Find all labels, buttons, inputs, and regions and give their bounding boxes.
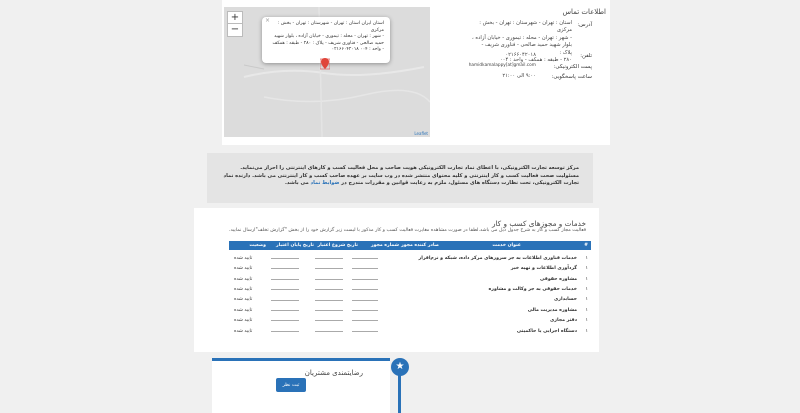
hours-value: ۹:۰۰ الی ۲۱:۰۰ — [502, 73, 536, 79]
header-end-date: تاریخ پایان اعتبار — [276, 242, 314, 248]
row-start-dash — [315, 279, 343, 280]
table-header — [229, 241, 591, 250]
row-number: ۱ — [585, 297, 588, 303]
row-status: تایید شده — [234, 266, 253, 272]
star-icon: ★ — [391, 358, 409, 376]
row-end-dash — [271, 320, 299, 321]
row-end-dash — [271, 331, 299, 332]
table-row — [229, 315, 591, 325]
address-line: - شهر : تهران - محله : تیموری - خیابان آزاده ، — [472, 34, 572, 41]
row-end-dash — [271, 268, 299, 269]
header-num: # — [584, 242, 588, 248]
map[interactable] — [224, 7, 430, 137]
row-license-dash — [352, 300, 378, 301]
row-status: تایید شده — [234, 307, 253, 313]
address-line: بلوار شهید حمید صالحی - فناوری شریف - پلاک : — [481, 42, 572, 56]
table-row — [229, 263, 591, 273]
phone-label: تلفن: — [580, 53, 592, 59]
zoom-in-button[interactable]: + — [227, 11, 243, 25]
popup-line: - واحد : ۰۰۴ ۰۲۱۶۶۰۴۲۰۱۸ — [331, 47, 384, 53]
row-license-dash — [352, 258, 378, 259]
notice-link[interactable]: ضوابط نماد — [310, 180, 340, 187]
row-end-dash — [271, 258, 299, 259]
row-end-dash — [271, 300, 299, 301]
notice-box — [207, 153, 593, 203]
row-status: تایید شده — [234, 286, 253, 292]
row-number: ۱ — [585, 318, 588, 324]
table-row — [229, 326, 591, 336]
row-number: ۱ — [585, 307, 588, 313]
row-start-dash — [315, 258, 343, 259]
zoom-out-button[interactable]: − — [227, 23, 243, 37]
row-status: تایید شده — [234, 276, 253, 282]
row-license-dash — [352, 289, 378, 290]
row-license-dash — [352, 331, 378, 332]
row-license-dash — [352, 310, 378, 311]
table-row — [229, 305, 591, 315]
row-status: تایید شده — [234, 318, 253, 324]
table-row — [229, 295, 591, 305]
popup-close-icon[interactable]: × — [265, 17, 271, 24]
row-title: خدمات حقوقی به جز وکالت و مشاوره — [488, 286, 577, 292]
row-number: ۱ — [585, 255, 588, 261]
row-number: ۱ — [585, 266, 588, 272]
header-title: عنوان خدمت — [492, 242, 521, 248]
popup-line: استان ایران استان : تهران - شهرستان : تهران - بخش : مرکزی — [277, 21, 384, 33]
table-row — [229, 253, 591, 263]
row-end-dash — [271, 310, 299, 311]
contact-title: اطلاعات تماس — [562, 8, 606, 16]
table-row — [229, 274, 591, 284]
services-description: فعالیت مجاز کسب و کار به شرح جدول ذیل می باشد.لطفا در صورت مشاهده مغایرت فعالیت کسب و کار مذکور با لیست زیر گزارش خود را از بخش "گزارش تخلف"ارسال نمایید. — [228, 228, 586, 233]
row-license-dash — [352, 320, 378, 321]
popup-line: - شهر : تهران - محله : تیموری - خیابان آزاده ، بلوار شهید — [274, 34, 384, 40]
submit-review-button[interactable]: ثبت نظر — [276, 378, 306, 392]
header-start-date: تاریخ شروع اعتبار — [317, 242, 358, 248]
row-status: تایید شده — [234, 297, 253, 303]
address-line: استان : تهران - شهرستان : تهران - بخش : مرکزی — [479, 20, 572, 34]
row-start-dash — [315, 268, 343, 269]
phone-value: ۰۲۱۶۶۰۴۲۰۱۸ — [505, 52, 536, 58]
row-title: حسابداری — [554, 297, 577, 303]
address-line: ۲۸۰ - طبقه : همکف - واحد : ۰۰۴ — [499, 57, 572, 64]
header-status: وضعیت — [249, 242, 266, 248]
row-title: دستگاه اجرایی یا حاکمیتی — [516, 328, 577, 334]
row-start-dash — [315, 320, 343, 321]
row-title: مشاوره مدیریت مالی — [527, 307, 577, 313]
row-title: مشاوره حقوقی — [540, 276, 577, 282]
row-title: خدمات فناوری اطلاعات به جز سرورهای مرکز داده، شبکه و نرم‌افزار — [418, 255, 577, 261]
email-label: پست الکترونیکی: — [553, 64, 592, 70]
row-status: تایید شده — [234, 255, 253, 261]
row-start-dash — [315, 300, 343, 301]
map-attribution-link[interactable]: Leaflet — [414, 131, 428, 136]
row-start-dash — [315, 310, 343, 311]
row-status: تایید شده — [234, 328, 253, 334]
address-label: آدرس: — [577, 22, 592, 28]
map-popup — [262, 17, 390, 63]
header-issuer: صادر کننده مجوز — [401, 242, 439, 248]
map-marker-icon[interactable] — [320, 58, 330, 70]
services-title: خدمات و مجوزهای کسب و کار — [491, 219, 586, 228]
row-title: گردآوری اطلاعات و تهیه خبر — [510, 266, 577, 272]
services-table — [229, 241, 591, 336]
email-value[interactable]: hamidkamalappy[at]gmail.com — [468, 63, 536, 68]
notice-suffix: می باشد. — [284, 180, 309, 187]
hours-label: ساعت پاسخگویی: — [551, 74, 592, 80]
row-start-dash — [315, 289, 343, 290]
row-start-dash — [315, 331, 343, 332]
table-body — [229, 250, 591, 336]
notice-text: مرکز توسعه تجارت الکترونیکی، با اعطای نماد تجارت الکترونیکی هویت صاحب و محل فعالیت کسب و کارهای اینترنتی را احراز می‌نماید. مسئولیت صحت فعالیت کسب و کار اینترنتی و کلیه محتوای منتشر شده در وب سایت بر عهده صاحب کسب و کار اینترنتی می باشد. دارنده نماد تجارت الکترونیکی، تحت نظارت دستگاه های مسئول، ملزم به رعایت قوانین و مقررات مندرج در — [223, 165, 579, 187]
popup-line: حمید صالحی - فناوری شریف - پلاک : ۲۸۰ - طبقه : همکف — [272, 40, 384, 46]
row-license-dash — [352, 279, 378, 280]
row-end-dash — [271, 289, 299, 290]
row-license-dash — [352, 268, 378, 269]
row-number: ۱ — [585, 286, 588, 292]
row-number: ۱ — [585, 328, 588, 334]
satisfaction-title: رضایتمندی مشتریان — [304, 369, 363, 377]
row-end-dash — [271, 279, 299, 280]
table-row — [229, 284, 591, 294]
row-number: ۱ — [585, 276, 588, 282]
row-title: دفتر مجازی — [550, 318, 577, 324]
header-license-number: شماره مجوز — [371, 242, 399, 248]
